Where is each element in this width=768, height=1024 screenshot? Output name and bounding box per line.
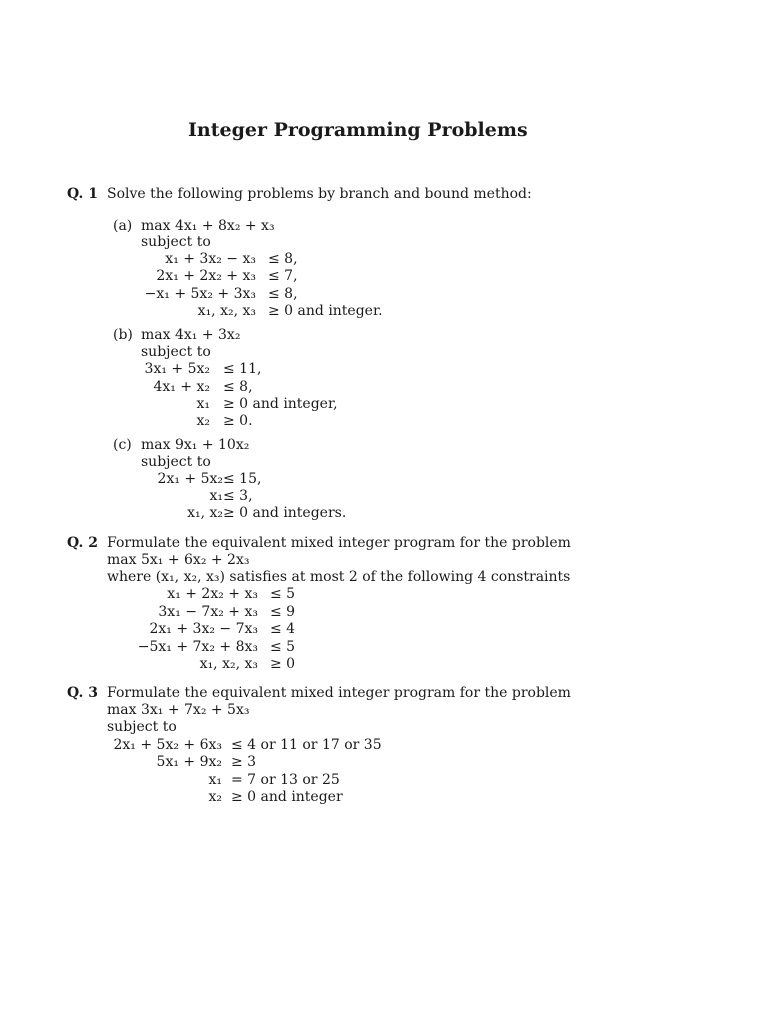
q3-row-4-lhs: x₂	[208, 789, 222, 805]
q2-row-2-lhs: 3x₁ − 7x₂ + x₃	[158, 604, 258, 620]
part-a-row-3-lhs: −x₁ + 5x₂ + 3x₃	[144, 286, 256, 302]
q2-row-1-rhs: ≤ 5	[270, 586, 296, 602]
q3-row-2-rhs: ≥ 3	[231, 754, 257, 770]
part-a-row-4-lhs: x₁, x₂, x₃	[197, 303, 256, 319]
question-1-number: Q. 1	[67, 186, 98, 202]
q3-row-3-lhs: x₁	[208, 772, 222, 788]
q2-row-2-rhs: ≤ 9	[270, 604, 296, 620]
q3-row-1-lhs: 2x₁ + 5x₂ + 6x₃	[113, 737, 222, 753]
question-3-number: Q. 3	[67, 685, 98, 701]
part-b-subject-to: subject to	[141, 344, 211, 360]
question-3-subject-to: subject to	[107, 719, 177, 735]
part-a-row-4-rhs: ≥ 0 and integer.	[268, 303, 383, 319]
part-b-row-1-rhs: ≤ 11,	[223, 361, 262, 377]
part-c-label: (c)	[113, 437, 132, 453]
q3-row-3-rhs: = 7 or 13 or 25	[231, 772, 340, 788]
question-3-objective: max 3x₁ + 7x₂ + 5x₃	[107, 702, 250, 718]
part-c-row-2-lhs: x₁	[209, 488, 223, 504]
part-c-row-1-lhs: 2x₁ + 5x₂	[157, 471, 223, 487]
question-1-intro: Solve the following problems by branch and bound method:	[107, 186, 532, 202]
part-c-subject-to: subject to	[141, 454, 211, 470]
question-3-intro: Formulate the equivalent mixed integer program for the problem	[107, 685, 571, 701]
part-b-label: (b)	[113, 327, 133, 343]
part-c-row-3-lhs: x₁, x₂	[187, 505, 223, 521]
q2-row-3-rhs: ≤ 4	[270, 621, 296, 637]
part-b-row-3-rhs: ≥ 0 and integer,	[223, 396, 338, 412]
q3-row-1-rhs: ≤ 4 or 11 or 17 or 35	[231, 737, 382, 753]
part-b-row-4-lhs: x₂	[196, 413, 210, 429]
q2-row-5-rhs: ≥ 0	[270, 656, 296, 672]
part-a-objective: max 4x₁ + 8x₂ + x₃	[141, 218, 275, 234]
part-a-row-1-lhs: x₁ + 3x₂ − x₃	[165, 251, 256, 267]
part-b-row-4-rhs: ≥ 0.	[223, 413, 253, 429]
page-title: Integer Programming Problems	[188, 119, 528, 141]
part-b-objective: max 4x₁ + 3x₂	[141, 327, 241, 343]
q2-row-5-lhs: x₁, x₂, x₃	[199, 656, 258, 672]
part-c-row-2-rhs: ≤ 3,	[223, 488, 253, 504]
part-b-row-2-rhs: ≤ 8,	[223, 379, 253, 395]
question-2-where: where (x₁, x₂, x₃) satisfies at most 2 of the following 4 constraints	[107, 569, 571, 585]
q2-row-1-lhs: x₁ + 2x₂ + x₃	[167, 586, 258, 602]
part-b-row-2-lhs: 4x₁ + x₂	[153, 379, 210, 395]
q2-row-3-lhs: 2x₁ + 3x₂ − 7x₃	[149, 621, 258, 637]
question-2-objective: max 5x₁ + 6x₂ + 2x₃	[107, 552, 250, 568]
part-a-row-2-lhs: 2x₁ + 2x₂ + x₃	[156, 268, 256, 284]
part-a-label: (a)	[113, 218, 133, 234]
part-c-row-1-rhs: ≤ 15,	[223, 471, 262, 487]
part-b-row-3-lhs: x₁	[196, 396, 210, 412]
q2-row-4-lhs: −5x₁ + 7x₂ + 8x₃	[137, 639, 258, 655]
part-a-subject-to: subject to	[141, 234, 211, 250]
question-2-number: Q. 2	[67, 535, 98, 551]
part-c-objective: max 9x₁ + 10x₂	[141, 437, 250, 453]
q3-row-4-rhs: ≥ 0 and integer	[231, 789, 343, 805]
question-2-intro: Formulate the equivalent mixed integer program for the problem	[107, 535, 571, 551]
part-a-row-1-rhs: ≤ 8,	[268, 251, 298, 267]
q3-row-2-lhs: 5x₁ + 9x₂	[156, 754, 222, 770]
part-a-row-3-rhs: ≤ 8,	[268, 286, 298, 302]
part-c-row-3-rhs: ≥ 0 and integers.	[223, 505, 347, 521]
q2-row-4-rhs: ≤ 5	[270, 639, 296, 655]
part-b-row-1-lhs: 3x₁ + 5x₂	[144, 361, 210, 377]
part-a-row-2-rhs: ≤ 7,	[268, 268, 298, 284]
